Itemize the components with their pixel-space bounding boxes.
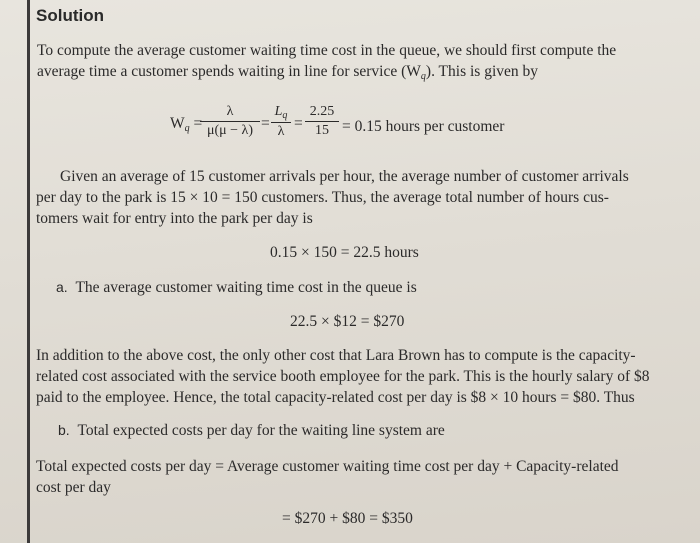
part-b-text: Total expected costs per day for the waiting line system are	[77, 422, 445, 439]
formula-result: = 0.15 hours per customer	[342, 118, 505, 135]
margin-rule	[27, 0, 30, 543]
formula-lhs: $W_q$ =	[170, 115, 203, 134]
part-a	[56, 279, 417, 297]
para2-line-2: per day to the park is 15 × 10 = 150 customers. Thus, the average total number of hours cus-	[36, 189, 609, 206]
cost-equation: 22.5 × $12 = $270	[290, 313, 405, 330]
para3-line-2: related cost associated with the service booth employee for the park. This is the hourly salary of $8	[36, 368, 650, 385]
intro-line-1: To compute the average customer waiting time cost in the queue, we should first compute the	[37, 42, 617, 59]
part-b	[58, 422, 445, 440]
para3-line-3: paid to the employee. Hence, the total capacity-related cost per day is $8 × 10 hours = $80. Thus	[36, 389, 635, 406]
formula-fraction-1: λ μ(μ − λ)	[200, 104, 260, 139]
hours-equation: 0.15 × 150 = 22.5 hours	[270, 244, 419, 261]
total-line-2: cost per day	[36, 479, 111, 496]
part-a-text: The average customer waiting time cost in the queue is	[75, 279, 417, 296]
part-b-label: b.	[58, 422, 70, 438]
solution-heading: Solution	[36, 6, 104, 25]
formula-fraction-3: 2.25 15	[305, 104, 339, 139]
total-equation: = $270 + $80 = $350	[282, 510, 413, 527]
total-line-1: Total expected costs per day = Average customer waiting time cost per day + Capacity-related	[36, 458, 619, 475]
intro-line-2: average time a customer spends waiting in line for service $(W_q)$. This is given by	[37, 63, 539, 82]
para3-line-1: In addition to the above cost, the only other cost that Lara Brown has to compute is the capacity-	[36, 347, 636, 364]
para2-line-1: Given an average of 15 customer arrivals per hour, the average number of customer arrivals	[60, 168, 629, 185]
formula-fraction-2: $L_q$ λ	[271, 104, 291, 140]
part-a-label: a.	[56, 279, 68, 295]
para2-line-3: tomers wait for entry into the park per day is	[36, 210, 313, 227]
